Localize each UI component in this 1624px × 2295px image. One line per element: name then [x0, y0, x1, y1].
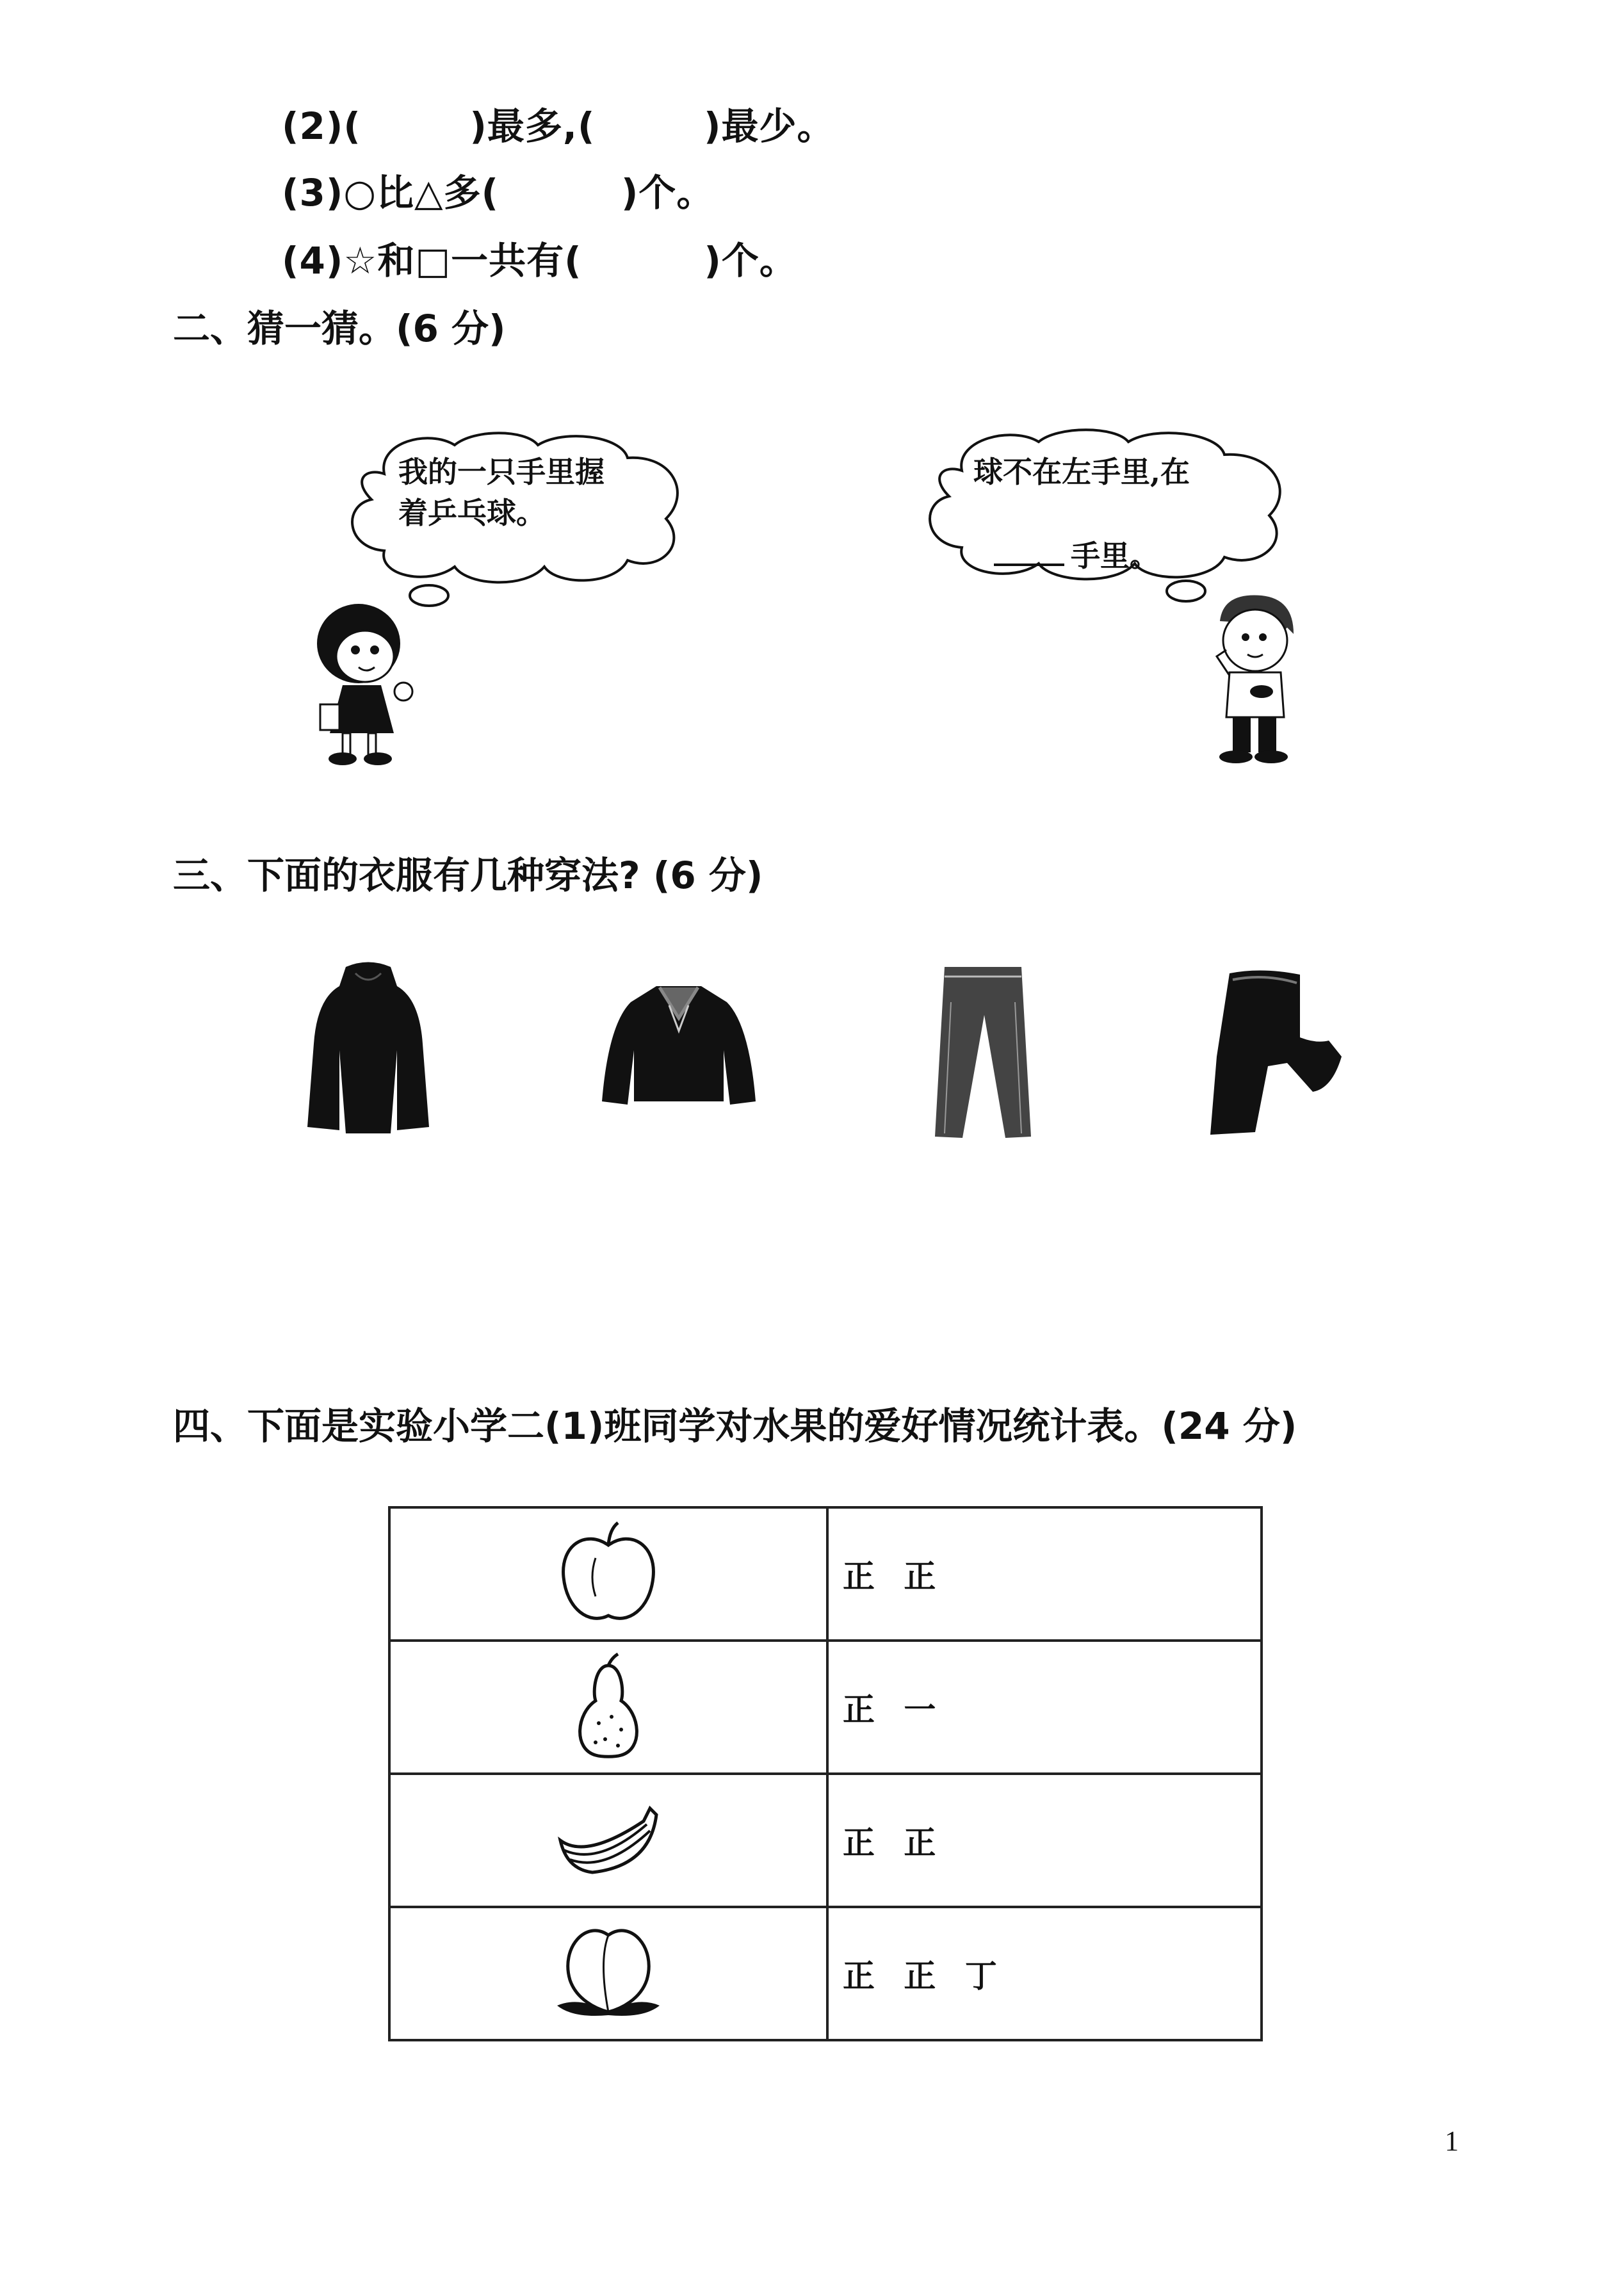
- jeans-icon: [925, 964, 1041, 1143]
- answer-blank[interactable]: [994, 564, 1064, 566]
- tally-cell: 正 正: [827, 1507, 1262, 1641]
- fruit-cell: [389, 1641, 827, 1774]
- question-2: (2)( )最多,( )最少。: [282, 104, 835, 148]
- tally-cell: 正 正 丁: [827, 1907, 1262, 2040]
- table-row: [389, 1507, 1262, 1641]
- boy-bubble-line-1: 球不在左手里,在: [973, 455, 1190, 489]
- table-row: [389, 1641, 1262, 1774]
- table-row: [389, 1907, 1262, 2040]
- apple-icon: [557, 1520, 660, 1628]
- jacket-icon: [599, 980, 759, 1114]
- fruit-tally-table: [388, 1506, 1263, 2041]
- tally-cell: 正 一: [827, 1641, 1262, 1774]
- boy-bubble-line-2: 手里。: [973, 494, 1159, 577]
- table-row: [389, 1774, 1262, 1907]
- question-3: (3)○比△多( )个。: [282, 171, 715, 215]
- fruit-cell: [389, 1507, 827, 1641]
- coat-icon: [301, 961, 435, 1140]
- question-4: (4)☆和□一共有( )个。: [282, 239, 797, 282]
- section-2-heading: 二、猜一猜。(6 分): [173, 307, 506, 350]
- trousers-icon: [1204, 967, 1351, 1140]
- page-number: 1: [1445, 2125, 1459, 2157]
- banana-icon: [554, 1796, 663, 1885]
- fruit-cell: [389, 1907, 827, 2040]
- section-3-heading: 三、下面的衣服有几种穿法? (6 分): [173, 854, 763, 897]
- boy-figure-icon: [1191, 589, 1319, 768]
- section-4-heading: 四、下面是实验小学二(1)班同学对水果的爱好情况统计表。(24 分): [173, 1404, 1297, 1448]
- fruit-cell: [389, 1774, 827, 1907]
- girl-bubble-text: 我的一只手里握 着乒乓球。: [398, 455, 605, 531]
- peach-icon: [548, 1922, 669, 2025]
- tally-cell: 正 正: [827, 1774, 1262, 1907]
- girl-figure-icon: [307, 596, 435, 768]
- pear-icon: [564, 1653, 653, 1762]
